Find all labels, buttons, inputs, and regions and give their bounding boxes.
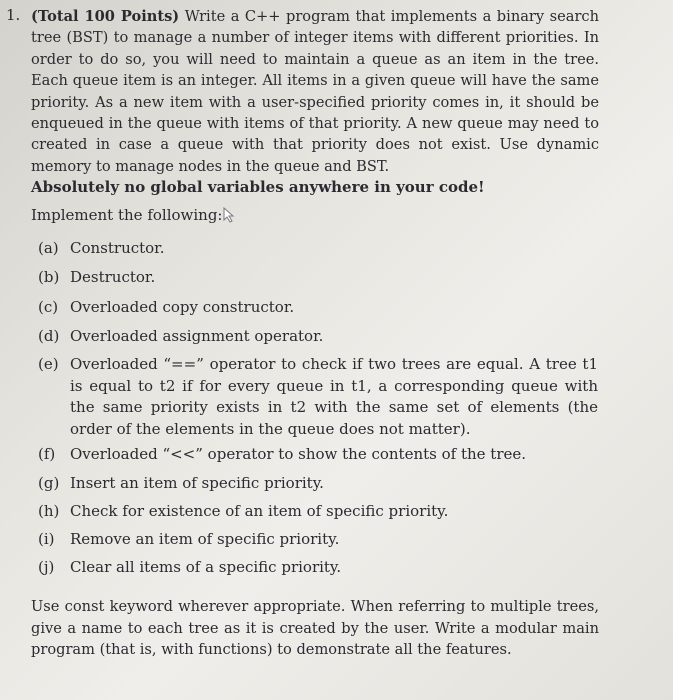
list-item xyxy=(38,238,598,260)
item-label: (e) xyxy=(38,355,59,373)
list-item xyxy=(38,297,598,319)
item-text: Destructor. xyxy=(70,268,156,286)
item-label: (h) xyxy=(38,502,60,520)
bold-statement: Absolutely no global variables anywhere in your code! xyxy=(31,178,485,196)
item-label: (g) xyxy=(38,474,60,492)
list-item xyxy=(38,354,598,440)
implement-label-row xyxy=(31,206,240,224)
item-text: Overloaded assignment operator. xyxy=(70,327,324,345)
cursor-pointer-icon xyxy=(222,207,240,223)
list-item xyxy=(38,326,598,348)
list-item xyxy=(38,473,598,495)
question-intro xyxy=(31,6,599,177)
question-number: 1. xyxy=(6,6,21,24)
item-text: Remove an item of specific priority. xyxy=(70,530,340,548)
closing-paragraph: Use const keyword wherever appropriate. When referring to multiple trees, give a name to each tree as it is created by the user. Write a modular main program (that is, with functions) to demonstrate all the features. xyxy=(31,598,599,658)
item-label: (c) xyxy=(38,298,59,316)
list-item xyxy=(38,529,598,551)
item-text: Overloaded copy constructor. xyxy=(70,298,295,316)
item-label: (f) xyxy=(38,445,56,463)
item-text: Overloaded “==” operator to check if two trees are equal. A tree t1 is equal to t2 if for every queue in t1, a corresponding queue with the same priority exists in t2 with the same set of elements (the order of the elements in the queue does not matter). xyxy=(70,355,598,438)
item-text: Constructor. xyxy=(70,239,165,257)
implement-label: Implement the following: xyxy=(31,206,223,224)
item-label: (d) xyxy=(38,327,60,345)
list-item xyxy=(38,444,598,466)
item-label: (j) xyxy=(38,558,55,576)
item-label: (i) xyxy=(38,530,55,548)
item-text: Clear all items of a specific priority. xyxy=(70,558,342,576)
item-text: Check for existence of an item of specific priority. xyxy=(70,502,449,520)
list-item xyxy=(38,267,598,289)
item-text: Overloaded “<<” operator to show the contents of the tree. xyxy=(70,445,527,463)
item-label: (a) xyxy=(38,239,59,257)
question-title: (Total 100 Points) xyxy=(31,8,180,25)
intro-text: Write a C++ program that implements a binary search tree (BST) to manage a number of integer items with different priorities. In order to do so, you will need to maintain a queue as an item in the tree. Each queue item is an integer. All items in a given queue will have the same priority. As a new item with a user-specified priority comes in, it should be enqueued in the queue with items of that priority. A new queue may need to created in case a queue with that priority does not exist. Use dynamic memory to manage nodes in the queue and BST. xyxy=(31,8,600,175)
list-item xyxy=(38,557,598,579)
list-item xyxy=(38,501,598,523)
item-label: (b) xyxy=(38,268,60,286)
item-text: Insert an item of specific priority. xyxy=(70,474,324,492)
